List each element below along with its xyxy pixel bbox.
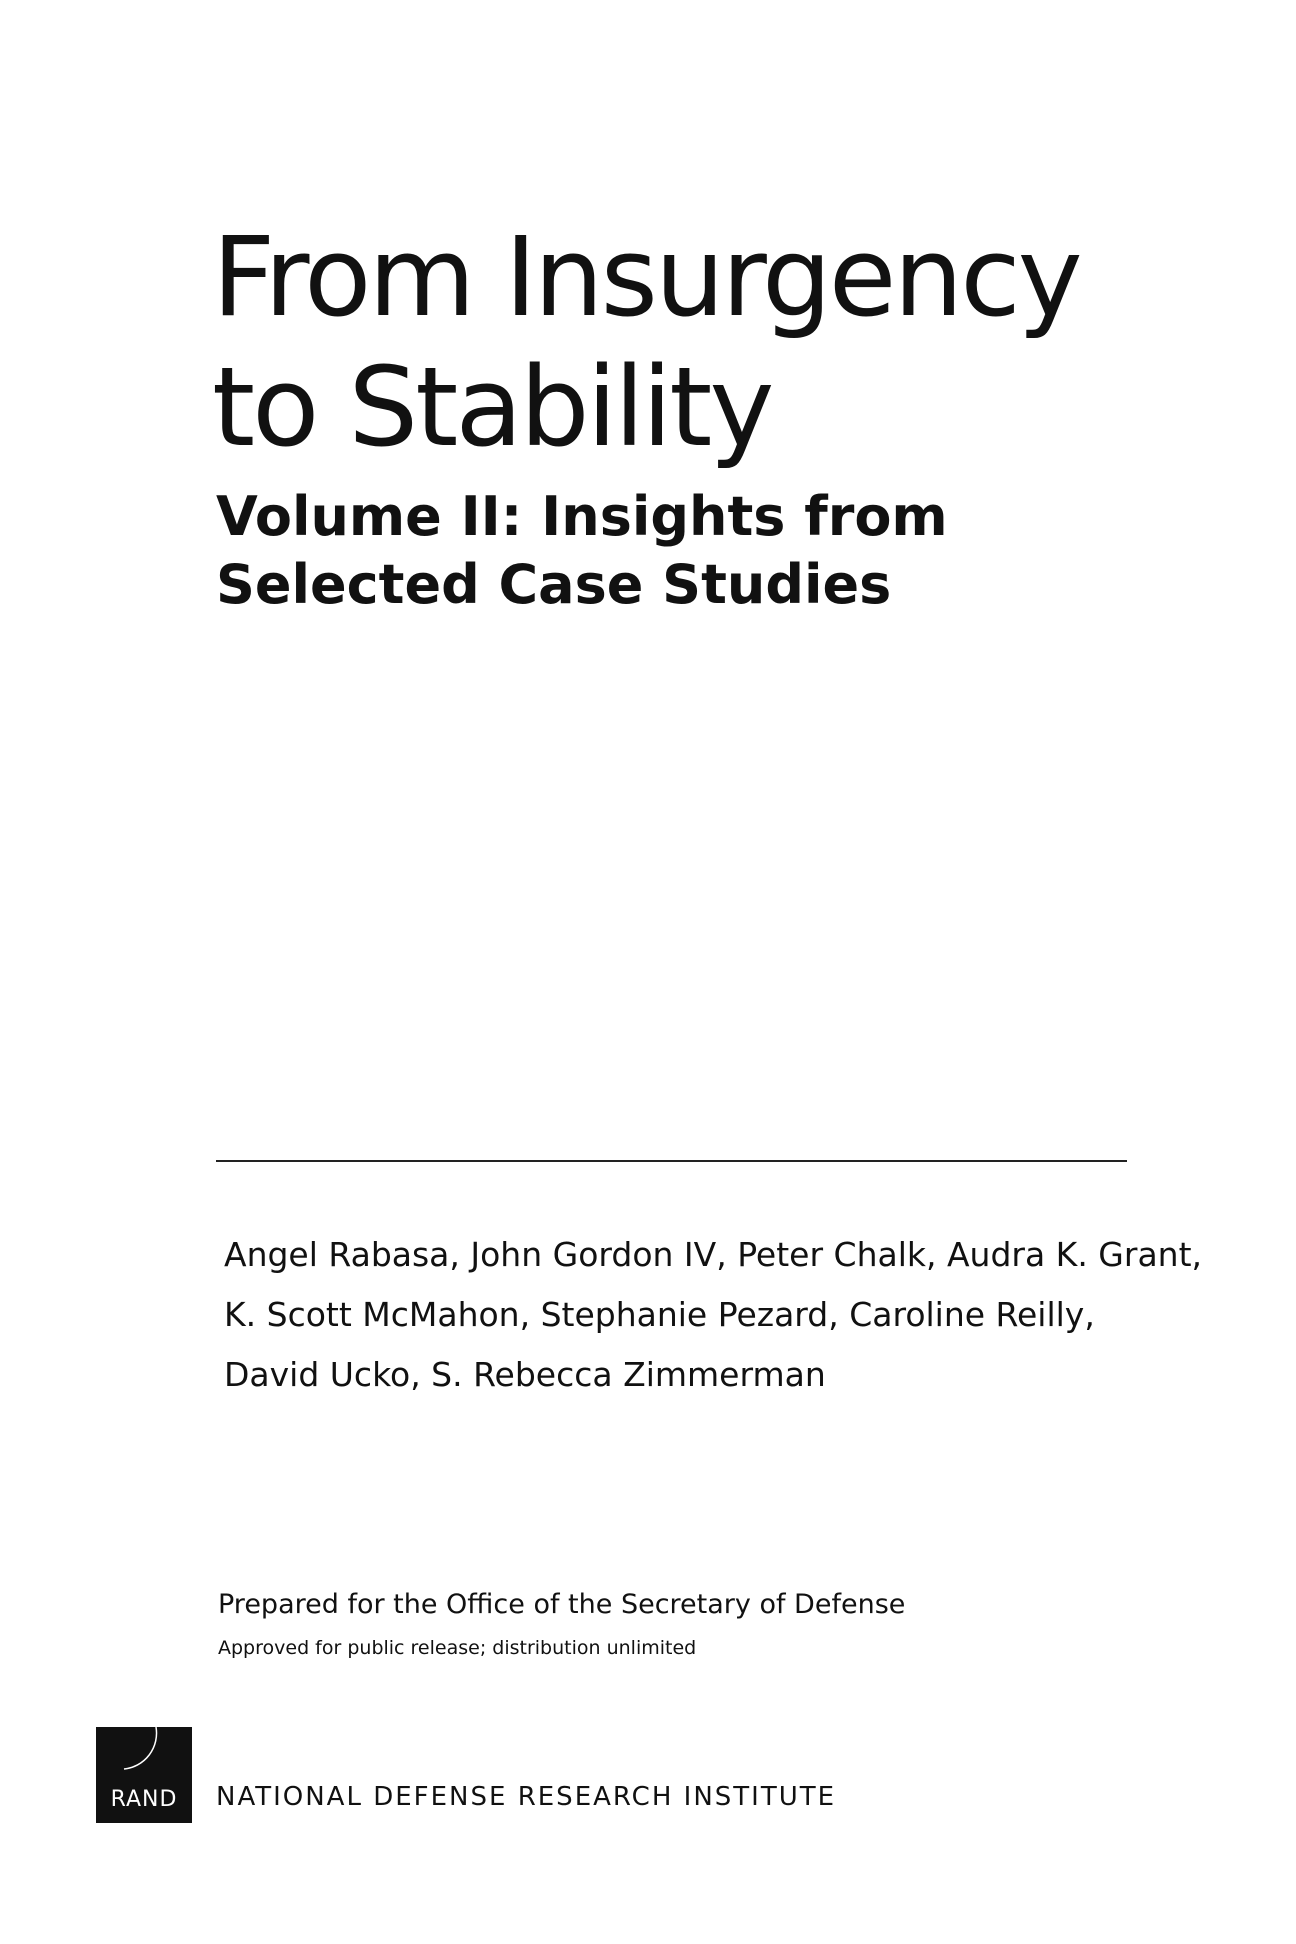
prepared-for-text: Prepared for the Office of the Secretary of Defense [218,1589,906,1620]
rand-logo [96,1727,192,1823]
institute-name: NATIONAL DEFENSE RESEARCH INSTITUTE [216,1782,837,1812]
subtitle-line-2: Selected Case Studies [216,553,892,616]
subtitle-block [216,483,1216,619]
authors-line-3: David Ucko, S. Rebecca Zimmerman [224,1355,826,1394]
authors-block [224,1225,1274,1405]
authors-line-2: K. Scott McMahon, Stephanie Pezard, Caroline Reilly, [224,1295,1095,1334]
authors-line-1: Angel Rabasa, John Gordon IV, Peter Chalk, Audra K. Grant, [224,1235,1203,1274]
rand-logo-text: RAND [110,1787,178,1812]
title-line-2: to Stability [212,343,772,471]
title-block [212,212,1212,472]
subtitle-line-1: Volume II: Insights from [216,485,948,548]
divider-rule [216,1160,1127,1162]
release-note-text: Approved for public release; distribution unlimited [218,1637,697,1659]
title-line-1: From Insurgency [212,213,1080,341]
